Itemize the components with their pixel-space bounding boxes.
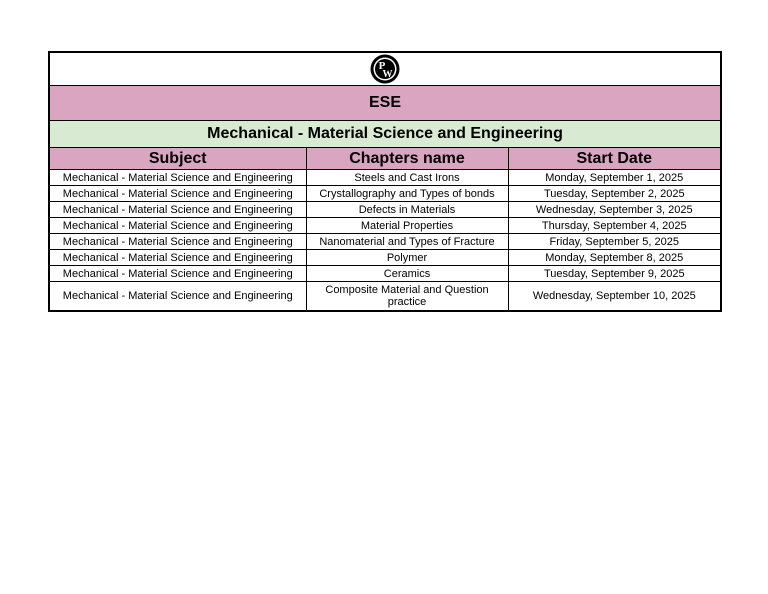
start-date-cell: Tuesday, September 9, 2025 (508, 266, 721, 282)
table-row (49, 202, 721, 218)
chapter-cell: Steels and Cast Irons (306, 170, 508, 186)
logo-row (49, 52, 721, 86)
subject-title: Mechanical - Material Science and Engineering (49, 121, 721, 148)
pw-logo-icon (370, 54, 400, 84)
chapter-cell: Nanomaterial and Types of Fracture (306, 234, 508, 250)
chapter-cell: Ceramics (306, 266, 508, 282)
subject-title-row (49, 121, 721, 148)
table-row (49, 186, 721, 202)
column-header-row (49, 148, 721, 170)
subject-cell: Mechanical - Material Science and Engineering (49, 186, 306, 202)
start-date-cell: Monday, September 1, 2025 (508, 170, 721, 186)
schedule-sheet (48, 51, 720, 312)
start-date-cell: Wednesday, September 10, 2025 (508, 282, 721, 312)
table-row (49, 282, 721, 312)
subject-cell: Mechanical - Material Science and Engineering (49, 218, 306, 234)
chapter-cell: Crystallography and Types of bonds (306, 186, 508, 202)
subject-cell: Mechanical - Material Science and Engineering (49, 234, 306, 250)
logo-cell (49, 52, 721, 86)
chapter-cell: Material Properties (306, 218, 508, 234)
chapter-cell: Defects in Materials (306, 202, 508, 218)
column-header-start-date: Start Date (508, 148, 721, 170)
table-row (49, 170, 721, 186)
exam-row (49, 86, 721, 121)
start-date-cell: Wednesday, September 3, 2025 (508, 202, 721, 218)
schedule-table (48, 51, 722, 312)
start-date-cell: Friday, September 5, 2025 (508, 234, 721, 250)
svg-text:W: W (382, 69, 393, 80)
start-date-cell: Tuesday, September 2, 2025 (508, 186, 721, 202)
start-date-cell: Monday, September 8, 2025 (508, 250, 721, 266)
chapter-cell: Composite Material and Question practice (306, 282, 508, 312)
subject-cell: Mechanical - Material Science and Engineering (49, 250, 306, 266)
chapter-cell: Polymer (306, 250, 508, 266)
table-row (49, 234, 721, 250)
subject-cell: Mechanical - Material Science and Engineering (49, 266, 306, 282)
table-row (49, 250, 721, 266)
table-row (49, 218, 721, 234)
subject-cell: Mechanical - Material Science and Engineering (49, 170, 306, 186)
exam-title: ESE (49, 86, 721, 121)
subject-cell: Mechanical - Material Science and Engineering (49, 282, 306, 312)
table-row (49, 266, 721, 282)
subject-cell: Mechanical - Material Science and Engineering (49, 202, 306, 218)
svg-text:P: P (378, 60, 386, 72)
column-header-chapters: Chapters name (306, 148, 508, 170)
column-header-subject: Subject (49, 148, 306, 170)
start-date-cell: Thursday, September 4, 2025 (508, 218, 721, 234)
